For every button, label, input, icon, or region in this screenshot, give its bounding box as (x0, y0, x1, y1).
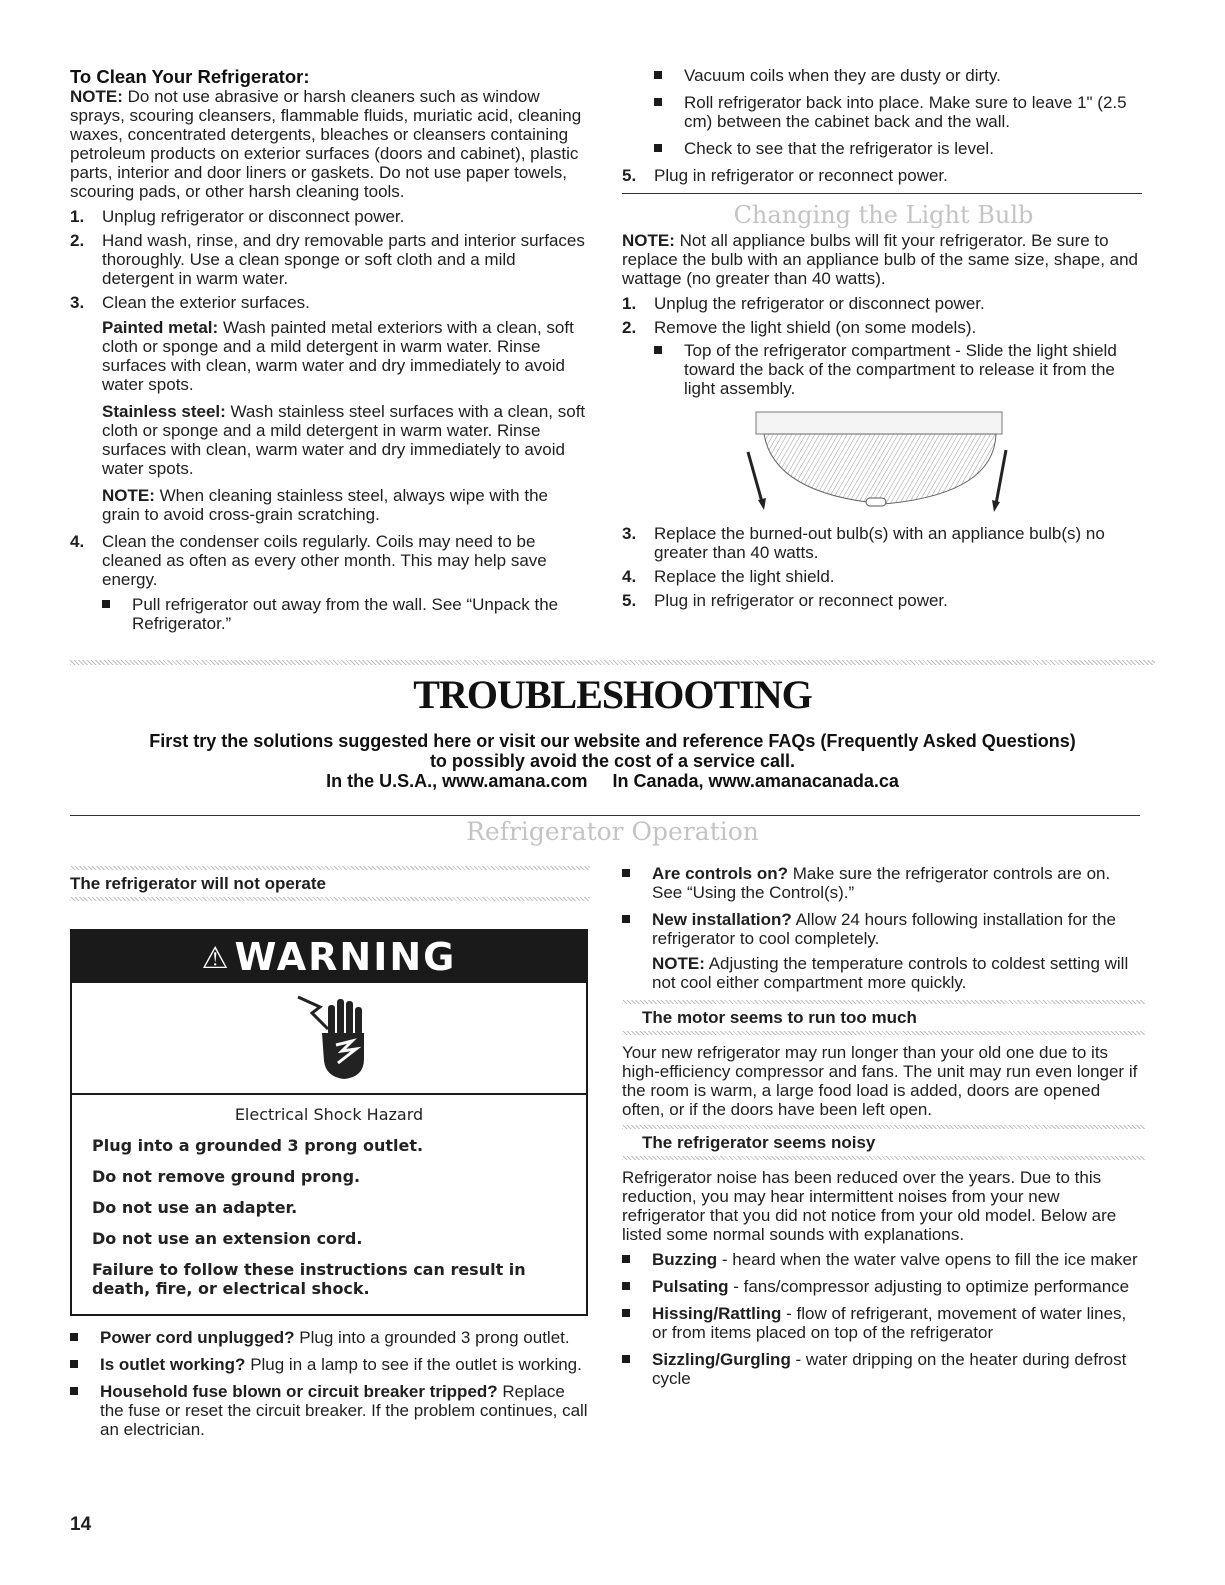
note-label: NOTE: (102, 486, 155, 505)
operation-right-column (622, 864, 1145, 1396)
painted-metal-text: Wash painted metal exteriors with a clean, soft cloth or sponge and a mild detergent in warm water. Rinse surfaces with clean, warm water and dry immediately to avoid water spots. (102, 318, 574, 394)
shock-hazard-icon (282, 989, 382, 1089)
coil-bullets-continued (622, 66, 1145, 158)
coil-bullets (102, 595, 590, 633)
step-number: 5. (622, 591, 637, 610)
operation-heading-wrap (0, 817, 1225, 846)
problem-header (622, 1125, 1145, 1160)
page-number: 14 (70, 1514, 92, 1535)
warning-line: Do not remove ground prong. (92, 1167, 361, 1186)
warning-body (72, 1095, 586, 1314)
stainless-note (102, 486, 590, 524)
stainless-steel-text: Wash stainless steel surfaces with a clean, soft cloth or sponge and a mild detergent in warm water. Rinse surfaces with clean, warm water and dry immediately to avoid water spots. (102, 402, 586, 478)
check-label: New installation? (652, 910, 792, 929)
noise-label: Buzzing (652, 1250, 718, 1269)
stainless-steel-label: Stainless steel: (102, 402, 226, 421)
noise-text: - fans/compressor adjusting to optimize performance (728, 1277, 1130, 1296)
step-text: Plug in refrigerator or reconnect power. (654, 591, 948, 610)
electric-shock-hand-icon (72, 983, 586, 1095)
not-operate-section (70, 866, 590, 1447)
check-text: Make sure the refrigerator controls are on. See “Using the Control(s).” (652, 864, 1111, 902)
step-text: Remove the light shield (on some models). (654, 318, 977, 337)
problem-title: The motor seems to run too much (642, 1008, 917, 1027)
note-label: NOTE: (622, 231, 675, 250)
coil-bullet: Roll refrigerator back into place. Make sure to leave 1" (2.5 cm) between the cabinet back and the wall. (654, 93, 1145, 131)
step-2 (70, 231, 590, 288)
noise-item (622, 1250, 1145, 1269)
coil-bullet: Pull refrigerator out away from the wall. See “Unpack the Refrigerator.” (102, 595, 590, 633)
problem-title: The refrigerator will not operate (70, 874, 326, 893)
noise-label: Sizzling/Gurgling (652, 1350, 791, 1369)
warning-triangle-icon: ⚠ (201, 941, 231, 976)
bulb-step-1 (622, 294, 1145, 313)
noisy-text: Refrigerator noise has been reduced over the years. Due to this reduction, you may hear intermittent noises from your new refrigerator that you did not notice from your old model. Below are listed some normal sounds with explanations. (622, 1168, 1117, 1244)
bulb-note (622, 231, 1145, 288)
warning-title: WARNING (234, 935, 457, 979)
note-text: When cleaning stainless steel, always wipe with the grain to avoid cross-grain scratching. (102, 486, 548, 524)
note-text: Not all appliance bulbs will fit your refrigerator. Be sure to replace the bulb with an appliance bulb of the same size, shape, and wattage (no greater than 40 watts). (622, 231, 1139, 288)
warning-line: Plug into a grounded 3 prong outlet. (92, 1136, 424, 1155)
step-4 (70, 532, 590, 633)
bulb-step-2 (622, 318, 1145, 518)
stainless-steel-paragraph (102, 402, 590, 478)
light-shield-icon (734, 406, 1034, 518)
step-number: 1. (70, 207, 85, 226)
step-number: 5. (622, 166, 637, 185)
step-number: 2. (622, 318, 637, 337)
step-text: Replace the light shield. (654, 567, 835, 586)
page-title: TROUBLESHOOTING (413, 672, 812, 717)
coil-bullet: Vacuum coils when they are dusty or dirty. (654, 66, 1145, 85)
noise-item (622, 1277, 1145, 1296)
step-number: 1. (622, 294, 637, 313)
hatched-divider (622, 1031, 1145, 1035)
noise-item (622, 1304, 1145, 1342)
bulb-step-4 (622, 567, 1145, 586)
note-label: NOTE: (70, 87, 123, 106)
step-text: Clean the condenser coils regularly. Coils may need to be cleaned as often as every other month. This may help save energy. (102, 532, 547, 589)
section-divider (622, 193, 1142, 194)
check-item (70, 1382, 590, 1439)
section-divider (70, 815, 1140, 816)
problem-header (622, 1000, 1145, 1035)
cleaning-section (70, 66, 590, 641)
not-operate-checks-continued (622, 864, 1145, 992)
hatched-divider (70, 897, 590, 901)
warning-line: Do not use an extension cord. (92, 1229, 363, 1248)
noise-text: - heard when the water valve opens to fill the ice maker (717, 1250, 1138, 1269)
cleaning-steps-continued (622, 166, 1145, 185)
check-item (622, 910, 1145, 992)
step-number: 4. (70, 532, 85, 551)
motor-text: Your new refrigerator may run longer than your old one due to its high-efficiency compressor and fans. The unit may run even longer if the room is warm, a large food load is added, doors are opened often, or if the doors have been left open. (622, 1043, 1138, 1119)
painted-metal-label: Painted metal: (102, 318, 219, 337)
step-text: Plug in refrigerator or reconnect power. (654, 166, 948, 185)
step-text: Replace the burned-out bulb(s) with an appliance bulb(s) no greater than 40 watts. (654, 524, 1105, 562)
note-label: NOTE: (652, 954, 705, 973)
step-text: Unplug the refrigerator or disconnect power. (654, 294, 985, 313)
coil-bullet: Check to see that the refrigerator is level. (654, 139, 1145, 158)
hazard-title: Electrical Shock Hazard (234, 1105, 424, 1124)
check-item (622, 864, 1145, 902)
step-number: 4. (622, 567, 637, 586)
bulb-bullet: Top of the refrigerator compartment - Slide the light shield toward the back of the compartment to release it from the light assembly. (654, 341, 1145, 398)
cleaning-heading: To Clean Your Refrigerator: (70, 66, 310, 87)
bulb-bullets (654, 341, 1145, 398)
noise-text: - flow of refrigerant, movement of water lines, or from items placed on top of the refrigerator (652, 1304, 1127, 1342)
troubleshooting-intro (70, 731, 1155, 791)
warning-banner (72, 931, 586, 983)
step-text: Unplug refrigerator or disconnect power. (102, 207, 405, 226)
check-text: Plug in a lamp to see if the outlet is working. (250, 1355, 582, 1374)
check-item (70, 1328, 590, 1347)
intro-links: In the U.S.A., www.amana.com In Canada, www.amanacanada.ca (326, 771, 899, 791)
noise-label: Pulsating (652, 1277, 729, 1296)
noise-label: Hissing/Rattling (652, 1304, 782, 1323)
check-label: Power cord unplugged? (100, 1328, 295, 1347)
warning-line: Failure to follow these instructions can result in death, fire, or electrical shock. (92, 1260, 526, 1298)
light-shield-illustration (734, 406, 1034, 518)
cleaning-continued-and-bulb (622, 66, 1145, 615)
step-number: 3. (622, 524, 637, 543)
bulb-step-3 (622, 524, 1145, 562)
step-number: 2. (70, 231, 85, 250)
check-label: Are controls on? (652, 864, 789, 883)
cleaning-steps (70, 207, 590, 633)
step-text: Clean the exterior surfaces. (102, 293, 310, 312)
check-label: Household fuse blown or circuit breaker tripped? (100, 1382, 498, 1401)
warning-box (70, 929, 588, 1316)
step-text: Hand wash, rinse, and dry removable parts and interior surfaces thoroughly. Use a clean sponge or soft cloth and a mild detergent in warm water. (102, 231, 585, 288)
not-operate-checks (70, 1328, 590, 1439)
check-text: Replace the fuse or reset the circuit breaker. If the problem continues, call an electrician. (100, 1382, 588, 1439)
problem-header (70, 866, 590, 901)
step-number: 3. (70, 293, 85, 312)
note-text: Adjusting the temperature controls to coldest setting will not cool either compartment more quickly. (652, 954, 1129, 992)
light-bulb-heading: Changing the Light Bulb (733, 201, 1034, 229)
check-label: Is outlet working? (100, 1355, 246, 1374)
note-text: Do not use abrasive or harsh cleaners such as window sprays, scouring cleansers, flammable fluids, muriatic acid, cleaning waxes, concentrated detergents, bleaches or cleansers containing petroleum products on exterior surfaces (doors and cabinet), plastic parts, interior and door liners or gaskets. Do not use paper towels, scouring pads, or other harsh cleaning tools. (70, 87, 582, 201)
noise-text: - water dripping on the heater during defrost cycle (652, 1350, 1127, 1388)
noise-list (622, 1250, 1145, 1388)
problem-title: The refrigerator seems noisy (642, 1133, 876, 1152)
controls-note (652, 954, 1145, 992)
warning-line: Do not use an adapter. (92, 1198, 298, 1217)
noise-item (622, 1350, 1145, 1388)
painted-metal-paragraph (102, 318, 590, 394)
step-1 (70, 207, 590, 226)
hatched-divider (70, 660, 1155, 665)
cleaning-note (70, 87, 590, 201)
intro-line: First try the solutions suggested here or visit our website and reference FAQs (Frequently Asked Questions) (149, 731, 1076, 751)
check-text: Plug into a grounded 3 prong outlet. (299, 1328, 570, 1347)
check-text: Allow 24 hours following installation for the refrigerator to cool completely. (652, 910, 1116, 948)
check-item (70, 1355, 590, 1374)
hatched-divider (622, 1156, 1145, 1160)
step-5 (622, 166, 1145, 185)
step-3 (70, 293, 590, 524)
refrigerator-operation-heading: Refrigerator Operation (466, 817, 759, 846)
bulb-step-5 (622, 591, 1145, 610)
bulb-steps (622, 294, 1145, 610)
intro-line: to possibly avoid the cost of a service call. (429, 751, 796, 771)
